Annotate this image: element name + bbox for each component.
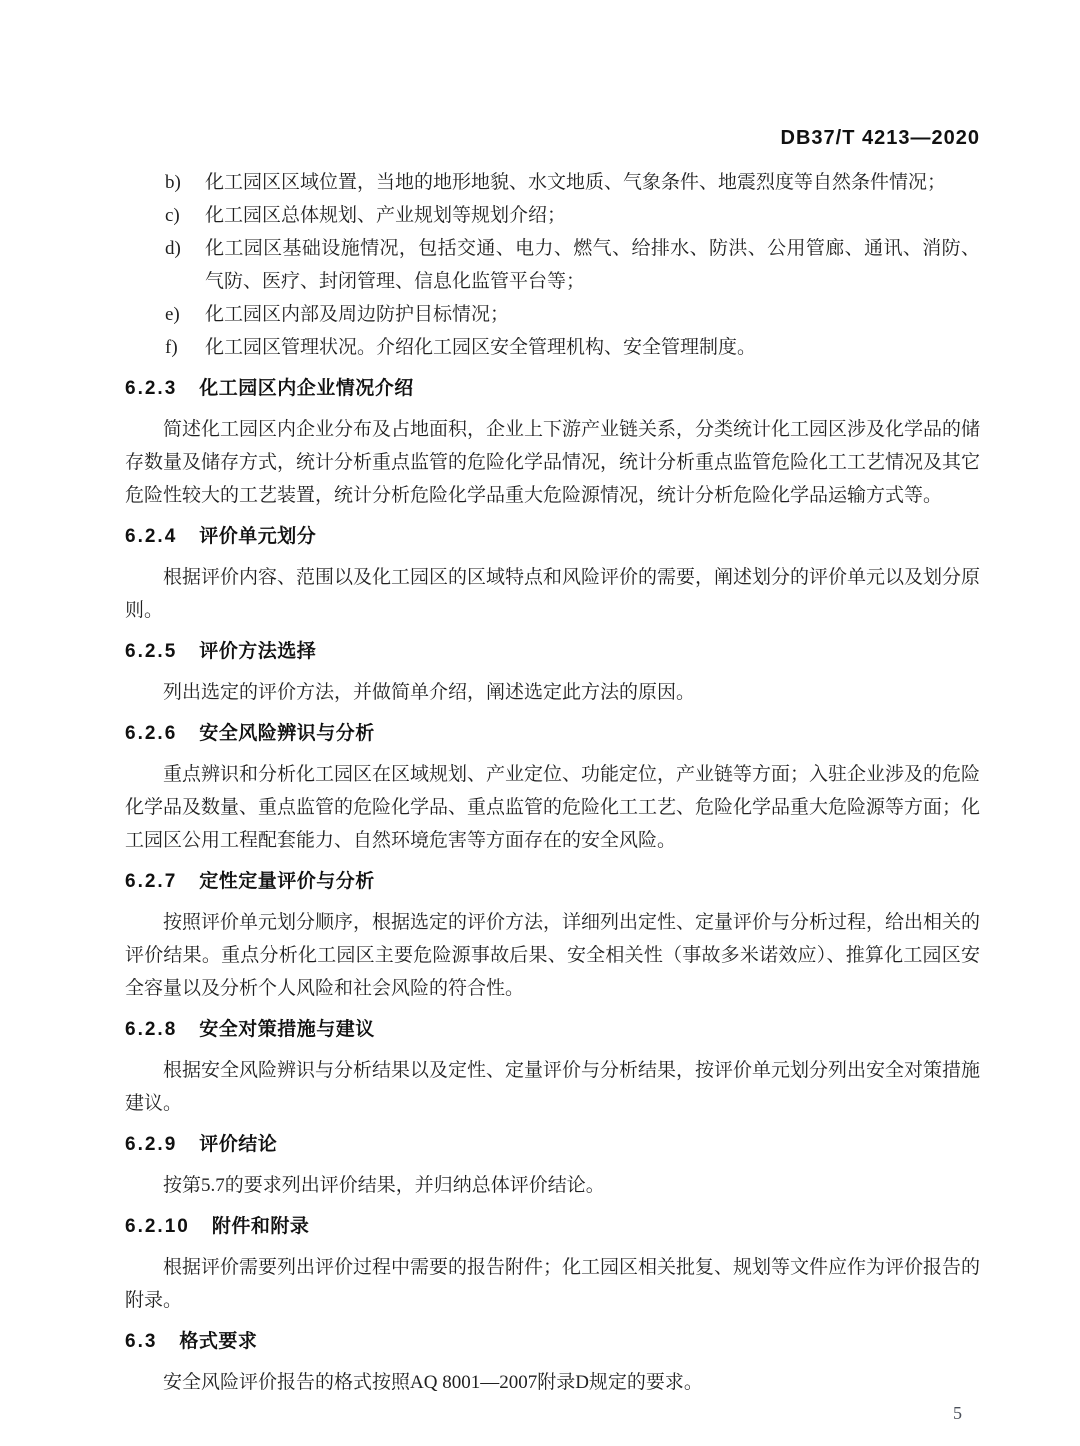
section-heading xyxy=(125,1325,980,1358)
section-6-2-7 xyxy=(125,865,980,1005)
list-item-text: 化工园区内部及周边防护目标情况； xyxy=(205,304,510,325)
section-heading xyxy=(125,717,980,750)
list-item-marker: f) xyxy=(165,337,178,358)
section-paragraph: 安全风险评价报告的格式按照AQ 8001—2007附录D规定的要求。 xyxy=(163,1372,703,1393)
list-item-text: 化工园区管理状况。介绍化工园区安全管理机构、安全管理制度。 xyxy=(205,337,757,358)
section-paragraph: 重点辨识和分析化工园区在区域规划、产业定位、功能定位，产业链等方面；入驻企业涉及的危险化学品及数量、重点监管的危险化学品、重点监管的危险化工工艺、危险化学品重大危险源等方面；化工园区公用工程配套能力、自然环境危害等方面存在的安全风险。 xyxy=(125,764,981,851)
alpha-list xyxy=(125,166,980,364)
section-heading xyxy=(125,865,980,898)
list-item-text: 化工园区区域位置，当地的地形地貌、水文地质、气象条件、地震烈度等自然条件情况； xyxy=(205,172,947,193)
section-6-2-3 xyxy=(125,372,980,512)
section-heading xyxy=(125,520,980,553)
section-number: 6.3 xyxy=(125,1331,158,1352)
list-item xyxy=(125,166,980,199)
section-number: 6.2.8 xyxy=(125,1019,178,1040)
list-item xyxy=(125,199,980,232)
section-heading xyxy=(125,1210,980,1243)
section-heading xyxy=(125,372,980,405)
section-paragraph: 列出选定的评价方法，并做简单介绍，阐述选定此方法的原因。 xyxy=(163,682,696,703)
section-title: 附件和附录 xyxy=(211,1216,310,1237)
section-heading xyxy=(125,635,980,668)
section-6-2-6 xyxy=(125,717,980,857)
section-title: 安全风险辨识与分析 xyxy=(199,723,375,744)
list-item-marker: e) xyxy=(165,304,180,325)
section-title: 评价方法选择 xyxy=(199,641,317,662)
section-paragraph: 按照评价单元划分顺序，根据选定的评价方法，详细列出定性、定量评价与分析过程，给出相关的评价结果。重点分析化工园区主要危险源事故后果、安全相关性（事故多米诺效应）、推算化工园区安全容量以及分析个人风险和社会风险的符合性。 xyxy=(125,912,981,999)
section-heading xyxy=(125,1128,980,1161)
section-number: 6.2.5 xyxy=(125,641,178,662)
section-heading xyxy=(125,1013,980,1046)
section-title: 格式要求 xyxy=(179,1331,258,1352)
section-title: 评价结论 xyxy=(199,1134,278,1155)
section-6-2-9 xyxy=(125,1128,980,1202)
page-number: 5 xyxy=(953,1403,962,1423)
section-number: 6.2.6 xyxy=(125,723,178,744)
section-paragraph: 根据评价内容、范围以及化工园区的区域特点和风险评价的需要，阐述划分的评价单元以及划分原则。 xyxy=(125,567,981,621)
list-item-marker: b) xyxy=(165,172,181,193)
list-item-text: 化工园区基础设施情况，包括交通、电力、燃气、给排水、防洪、公用管廊、通讯、消防、气防、医疗、封闭管理、信息化监管平台等； xyxy=(205,238,980,292)
section-paragraph: 按第5.7的要求列出评价结果，并归纳总体评价结论。 xyxy=(163,1175,605,1196)
section-paragraph: 简述化工园区内企业分布及占地面积，企业上下游产业链关系，分类统计化工园区涉及化学品的储存数量及储存方式，统计分析重点监管的危险化学品情况，统计分析重点监管危险化工工艺情况及其它危险性较大的工艺装置，统计分析危险化学品重大危险源情况，统计分析危险化学品运输方式等。 xyxy=(125,419,981,506)
section-title: 安全对策措施与建议 xyxy=(199,1019,375,1040)
list-item-marker: c) xyxy=(165,205,180,226)
section-6-3 xyxy=(125,1325,980,1399)
section-6-2-4 xyxy=(125,520,980,627)
section-6-2-8 xyxy=(125,1013,980,1120)
section-paragraph: 根据安全风险辨识与分析结果以及定性、定量评价与分析结果，按评价单元划分列出安全对策措施建议。 xyxy=(125,1060,981,1114)
section-number: 6.2.7 xyxy=(125,871,178,892)
list-item xyxy=(125,298,980,331)
section-number: 6.2.9 xyxy=(125,1134,178,1155)
section-title: 定性定量评价与分析 xyxy=(199,871,375,892)
section-title: 化工园区内企业情况介绍 xyxy=(199,378,414,399)
section-6-2-10 xyxy=(125,1210,980,1317)
doc-header-code: DB37/T 4213—2020 xyxy=(780,127,980,149)
list-item xyxy=(125,232,980,298)
section-6-2-5 xyxy=(125,635,980,709)
section-number: 6.2.10 xyxy=(125,1216,190,1237)
list-item-text: 化工园区总体规划、产业规划等规划介绍； xyxy=(205,205,567,226)
list-item xyxy=(125,331,980,364)
section-paragraph: 根据评价需要列出评价过程中需要的报告附件；化工园区相关批复、规划等文件应作为评价报告的附录。 xyxy=(125,1257,981,1311)
list-item-marker: d) xyxy=(165,238,181,259)
section-number: 6.2.4 xyxy=(125,526,178,547)
section-number: 6.2.3 xyxy=(125,378,178,399)
section-title: 评价单元划分 xyxy=(199,526,317,547)
